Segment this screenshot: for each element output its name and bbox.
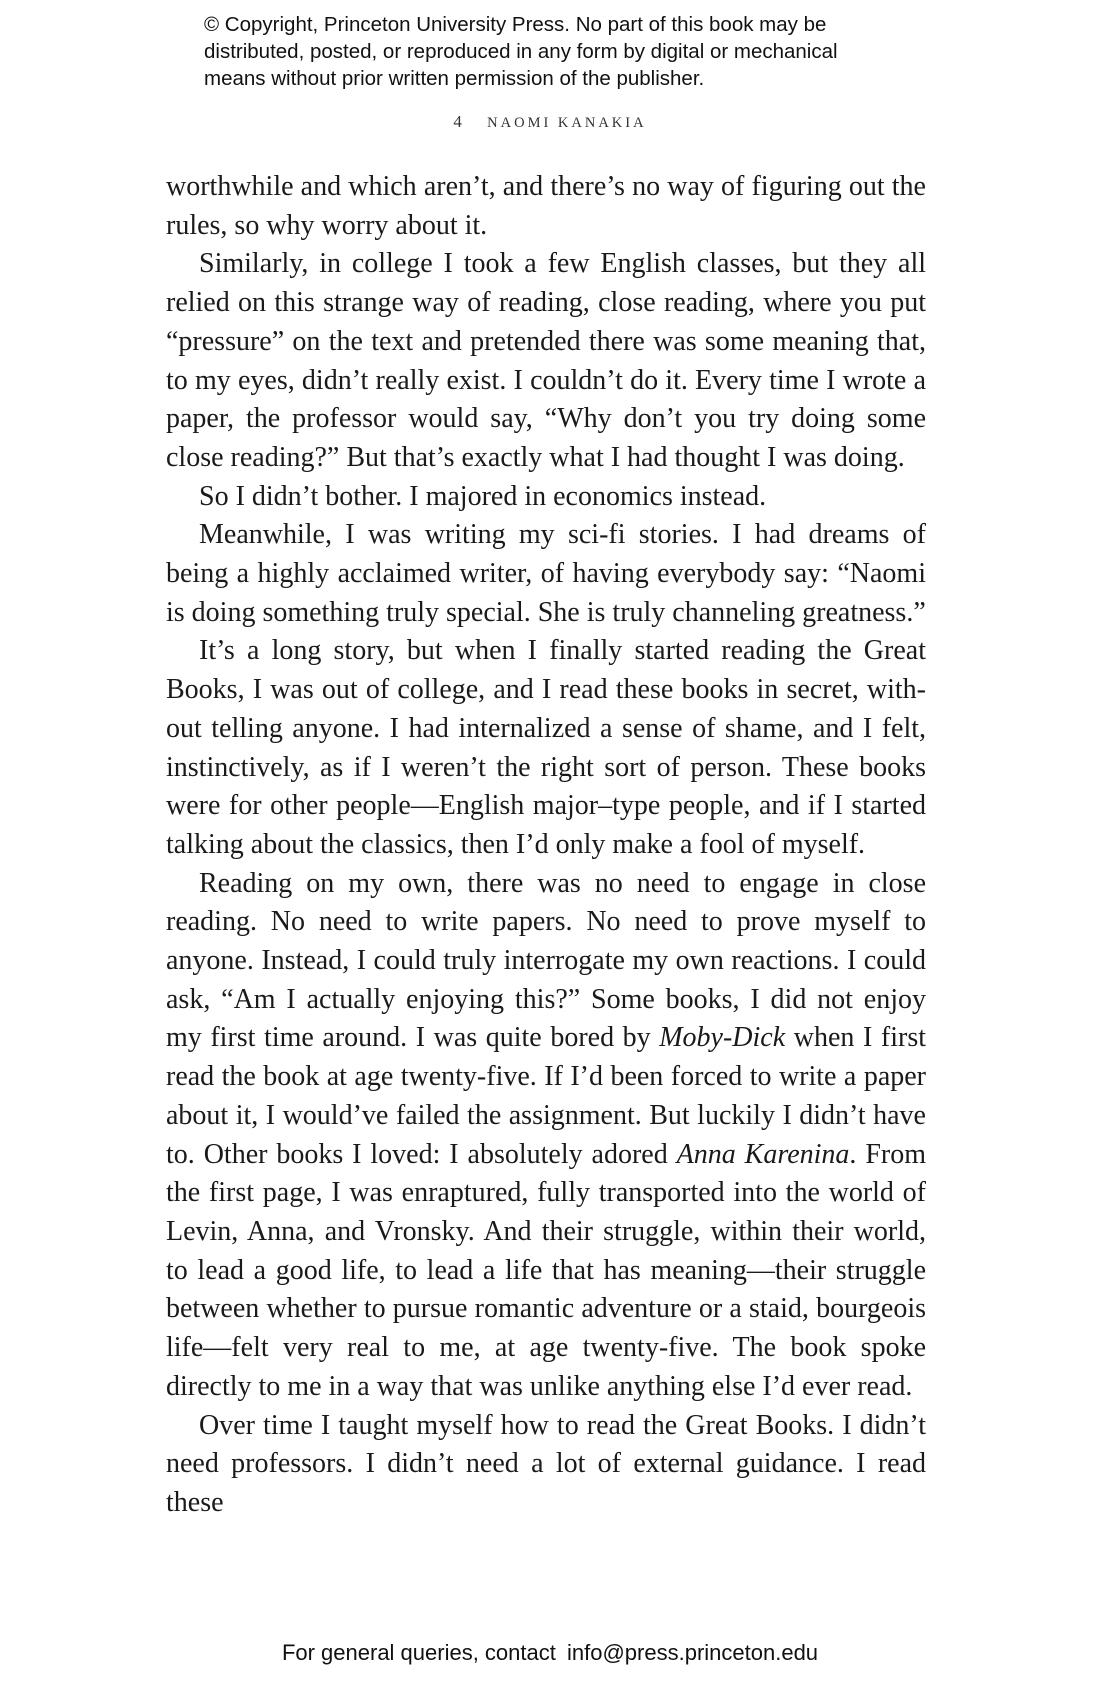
book-title: Anna Karenina	[676, 1138, 850, 1170]
footer-label: For general queries, contact	[281, 1640, 556, 1665]
paragraph-text: . From the first page, I was enraptured, fully transported into the world of Levin, Anna, and Vronsky. And their struggle, within their world, to lead a good life, to lead a life that has meaning—their struggle between whether to pursue romantic adventure or a staid, bourgeois life—felt very real to me, at age twenty-five. The book spoke directly to me in a way that was unlike anything else I’d ever read.	[166, 1138, 926, 1402]
copyright-line: © Copyright, Princeton University Press. No part of this book may be	[204, 13, 827, 36]
book-title: Moby-Dick	[659, 1022, 786, 1054]
paragraph-text: Reading on my own, there was no need to engage in close reading. No need to write papers. No need to prove myself to anyone. Instead, I could truly interrogate my own reactions. I could ask, “Am I actually enjoying this?” Some books, I did not enjoy my first time around. I was quite bored by	[166, 867, 926, 1054]
body-text	[166, 168, 926, 1523]
paragraph: It’s a long story, but when I finally started reading the Great Books, I was out of college, and I read these books in secret, without telling anyone. I had internalized a sense of shame, and I felt, instinctively, as if I weren’t the right sort of person. These books were for other people—English major–type people, and if I started talking about the classics, then I’d only make a fool of myself.	[166, 635, 926, 860]
paragraph: Meanwhile, I was writing my sci-fi stories. I had dreams of being a highly acclaimed writer, of having everybody say: “Naomi is doing something truly special. She is truly channeling greatness.”	[166, 519, 926, 628]
copyright-line: distributed, posted, or reproduced in any form by digital or mechanical	[204, 40, 838, 63]
paragraph-text: when I first read the book at age twenty-five. If I’d been forced to write a paper about it, I would’ve failed the assignment. But luckily I didn’t have to. Other books I loved: I absolutely adored	[166, 1022, 926, 1170]
paragraph: So I didn’t bother. I majored in economics instead.	[199, 480, 767, 512]
copyright-notice	[204, 11, 924, 92]
running-head	[0, 112, 1100, 132]
footer	[0, 1640, 1100, 1666]
copyright-line: means without prior written permission of the publisher.	[204, 67, 705, 90]
paragraph: Over time I taught myself how to read the Great Books. I didn’t need professors. I didn’t need a lot of external guidance. I read these	[166, 1409, 926, 1518]
paragraph: worthwhile and which aren’t, and there’s no way of figuring out the rules, so why worry about it.	[166, 171, 926, 241]
paragraph	[166, 865, 926, 1407]
page-number: 4	[453, 112, 463, 131]
author-name: NAOMI KANAKIA	[487, 115, 647, 131]
paragraph: Similarly, in college I took a few English classes, but they all relied on this strange way of reading, close reading, where you put “pressure” on the text and pretended there was some meaning that, to my eyes, didn’t really exist. I couldn’t do it. Every time I wrote a paper, the professor would say, “Why don’t you try doing some close reading?” But that’s exactly what I had thought I was doing.	[166, 248, 926, 473]
contact-email: info@press.princeton.edu	[567, 1640, 819, 1665]
